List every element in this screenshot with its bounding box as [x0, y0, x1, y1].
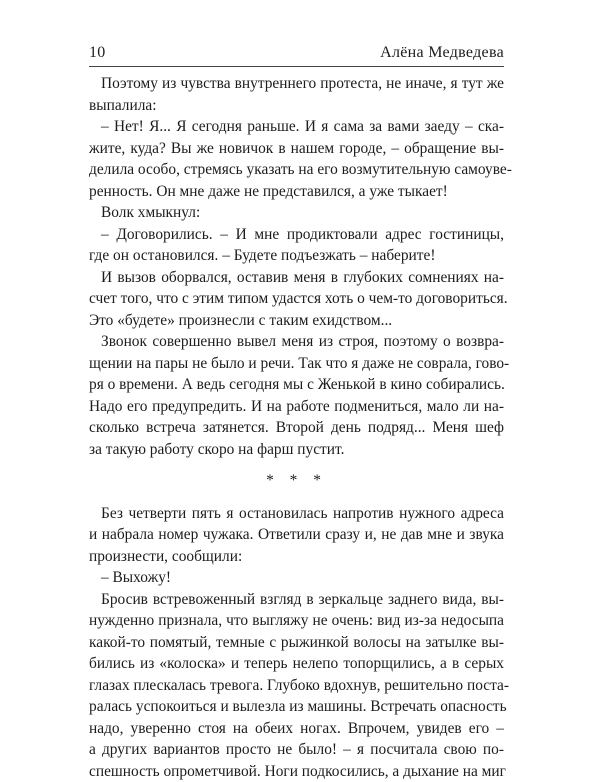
text-line: – Договорились. – И мне продиктовали адрес гостиницы,	[89, 224, 504, 246]
text-line: Бросив встревоженный взгляд в зеркальце заднего вида, вы-	[89, 589, 504, 611]
text-line: счет того, что с этим типом удастся хоть о чем-то договориться.	[89, 288, 504, 310]
text-line: ренность. Он мне даже не представился, а уже тыкает!	[89, 181, 504, 203]
text-line: И вызов оборвался, оставив меня в глубоких сомнениях на-	[89, 267, 504, 289]
text-line: и набрала номер чужака. Ответили сразу и, не дав мне и звука	[89, 524, 504, 546]
text-line: Поэтому из чувства внутреннего протеста, не иначе, я тут же	[89, 73, 504, 95]
text-block-before-separator	[89, 73, 504, 460]
text-line: а других вариантов просто не было! – я посчитала свою по-	[89, 739, 504, 761]
text-line: ря о времени. А ведь сегодня мы с Женькой в кино собирались.	[89, 374, 504, 396]
running-header	[89, 44, 504, 66]
text-line: Без четверти пять я остановилась напротив нужного адреса	[89, 503, 504, 525]
text-line: какой-то помятый, темные с рыжинкой волосы на затылке вы-	[89, 632, 504, 654]
text-line: жите, куда? Вы же новичок в нашем городе, – обращение вы-	[89, 138, 504, 160]
text-line: Волк хмыкнул:	[89, 202, 504, 224]
text-line: сколько встреча затянется. Второй день подряд... Меня шеф	[89, 417, 504, 439]
text-line: – Выхожу!	[89, 567, 504, 589]
text-line: выпалила:	[89, 95, 504, 117]
header-rule	[89, 66, 504, 67]
text-line: надо, уверенно стоя на обеих ногах. Впрочем, увидев его –	[89, 718, 504, 740]
text-line: делила особо, стремясь указать на его возмутительную самоуве-	[89, 159, 504, 181]
text-block-after-separator	[89, 503, 504, 782]
text-line: щении на пары не было и речи. Так что я даже не соврала, гово-	[89, 353, 504, 375]
text-line: – Нет! Я... Я сегодня раньше. И я сама за вами заеду – ска-	[89, 116, 504, 138]
running-title-author: Алёна Медведева	[380, 44, 504, 62]
text-line: произнести, сообщили:	[89, 546, 504, 568]
page-body	[89, 73, 504, 782]
text-line: нужденно признала, что выгляжу не очень: вид из-за недосыпа	[89, 610, 504, 632]
page-number: 10	[89, 44, 106, 62]
text-line: за такую работу скоро на фарш пустит.	[89, 439, 504, 461]
text-line: спешность опрометчивой. Ноги подкосились, а дыхание на миг	[89, 761, 504, 782]
text-line: Это «будете» произнесли с таким ехидством...	[89, 310, 504, 332]
text-line: бились из «колоска» и теперь нелепо топорщились, а в серых	[89, 653, 504, 675]
text-line: ралась успокоиться и вылезла из машины. Встречать опасность	[89, 696, 504, 718]
text-line: глазах плескалась тревога. Глубоко вдохнув, решительно поста-	[89, 675, 504, 697]
text-line: Надо его предупредить. И на работе подмениться, мало ли на-	[89, 396, 504, 418]
section-separator: * * *	[89, 470, 504, 492]
text-line: Звонок совершенно вывел меня из строя, поэтому о возвра-	[89, 331, 504, 353]
text-line: где он остановился. – Будете подъезжать – наберите!	[89, 245, 504, 267]
